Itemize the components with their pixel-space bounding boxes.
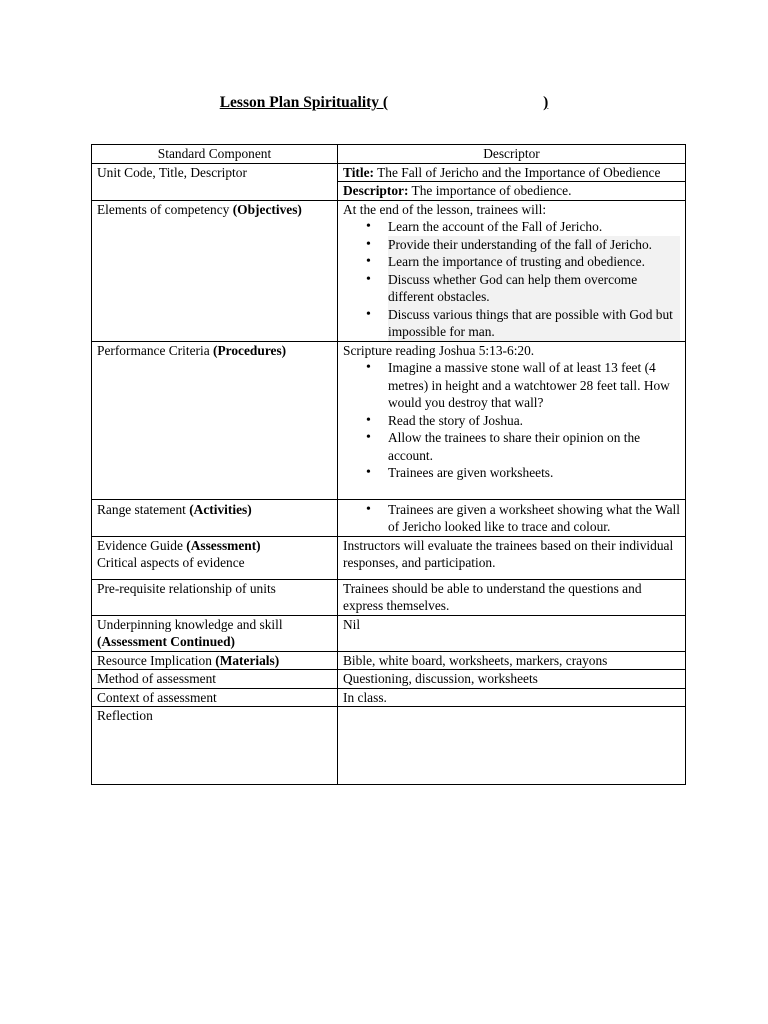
list-item: • Learn the importance of trusting and obedience. xyxy=(388,253,680,271)
objectives-label: Elements of competency xyxy=(97,201,233,217)
activities-row xyxy=(92,499,686,536)
title-prefix: Lesson Plan Spirituality ( xyxy=(219,94,389,111)
assessment-row xyxy=(92,536,686,579)
method-cell: Questioning, discussion, worksheets xyxy=(338,670,686,689)
activities-cell xyxy=(338,499,686,536)
materials-label-bold: (Materials) xyxy=(215,652,280,668)
unit-row xyxy=(92,163,686,182)
unit-descriptor-label: Descriptor: xyxy=(343,183,409,198)
assessment-cell: Instructors will evaluate the trainees based on their individual responses, and participation. xyxy=(338,536,686,579)
underpinning-label: Underpinning knowledge and skill xyxy=(97,616,283,632)
assessment-label-2: Critical aspects of evidence xyxy=(97,555,245,570)
title-suffix: ) xyxy=(543,94,549,111)
prerequisite-row xyxy=(92,579,686,615)
procedures-row xyxy=(92,341,686,499)
page-title xyxy=(0,94,768,112)
objectives-intro: At the end of the lesson, trainees will: xyxy=(343,201,547,217)
underpinning-label-bold: (Assessment Continued) xyxy=(97,634,236,649)
objectives-label-bold: (Objectives) xyxy=(232,201,302,217)
prerequisite-cell: Trainees should be able to understand the questions and express themselves. xyxy=(338,579,686,615)
header-descriptor: Descriptor xyxy=(338,145,686,164)
assessment-label-bold: (Assessment) xyxy=(186,537,261,553)
materials-label: Resource Implication xyxy=(97,652,216,668)
objectives-cell xyxy=(338,200,686,341)
header-standard-component: Standard Component xyxy=(92,145,338,164)
reflection-row xyxy=(92,707,686,785)
procedures-intro: Scripture reading Joshua 5:13-6:20. xyxy=(343,342,535,358)
list-item: • Discuss whether God can help them overcome different obstacles. xyxy=(388,271,680,306)
underpinning-cell: Nil xyxy=(338,615,686,651)
procedures-label-cell xyxy=(92,341,338,499)
list-item: • Trainees are given worksheets. xyxy=(388,464,680,482)
method-label: Method of assessment xyxy=(92,670,338,689)
procedures-list xyxy=(343,359,680,482)
context-label: Context of assessment xyxy=(92,688,338,707)
list-item: • Provide their understanding of the fall of Jericho. xyxy=(388,236,680,254)
activities-label-bold: (Activities) xyxy=(189,501,252,517)
unit-title-cell xyxy=(338,163,686,182)
context-cell: In class. xyxy=(338,688,686,707)
title-blank xyxy=(388,94,543,112)
materials-label-cell xyxy=(92,651,338,670)
objectives-label-cell xyxy=(92,200,338,341)
procedures-cell xyxy=(338,341,686,499)
list-item: • Trainees are given a worksheet showing what the Wall of Jericho looked like to trace and colour. xyxy=(388,501,680,536)
assessment-label-cell xyxy=(92,536,338,579)
prerequisite-label: Pre-requisite relationship of units xyxy=(92,579,338,615)
list-item: • Learn the account of the Fall of Jericho. xyxy=(388,218,680,236)
list-item: • Discuss various things that are possible with God but impossible for man. xyxy=(388,306,680,341)
context-row xyxy=(92,688,686,707)
objectives-list xyxy=(343,218,680,341)
unit-title-text: The Fall of Jericho and the Importance of Obedience xyxy=(374,164,661,180)
underpinning-label-cell xyxy=(92,615,338,651)
header-row xyxy=(92,145,686,164)
unit-title-label: Title: xyxy=(343,164,374,180)
method-row xyxy=(92,670,686,689)
lesson-plan-table xyxy=(91,144,686,785)
underpinning-row xyxy=(92,615,686,651)
list-item: • Allow the trainees to share their opinion on the account. xyxy=(388,429,680,464)
procedures-label-bold: (Procedures) xyxy=(213,342,287,358)
unit-label: Unit Code, Title, Descriptor xyxy=(92,163,338,200)
unit-descriptor-text: The importance of obedience. xyxy=(408,183,572,198)
unit-descriptor-cell xyxy=(338,182,686,201)
activities-label: Range statement xyxy=(97,501,190,517)
list-item: • Read the story of Joshua. xyxy=(388,412,680,430)
objectives-row xyxy=(92,200,686,341)
materials-cell: Bible, white board, worksheets, markers, crayons xyxy=(338,651,686,670)
activities-list xyxy=(343,501,680,536)
list-item: • Imagine a massive stone wall of at least 13 feet (4 metres) in height and a watchtower 28 feet tall. How would you destroy that wall? xyxy=(388,359,680,412)
procedures-label: Performance Criteria xyxy=(97,342,213,358)
reflection-label: Reflection xyxy=(92,707,338,785)
activities-label-cell xyxy=(92,499,338,536)
materials-row xyxy=(92,651,686,670)
reflection-cell[interactable] xyxy=(338,707,686,785)
assessment-label: Evidence Guide xyxy=(97,537,187,553)
